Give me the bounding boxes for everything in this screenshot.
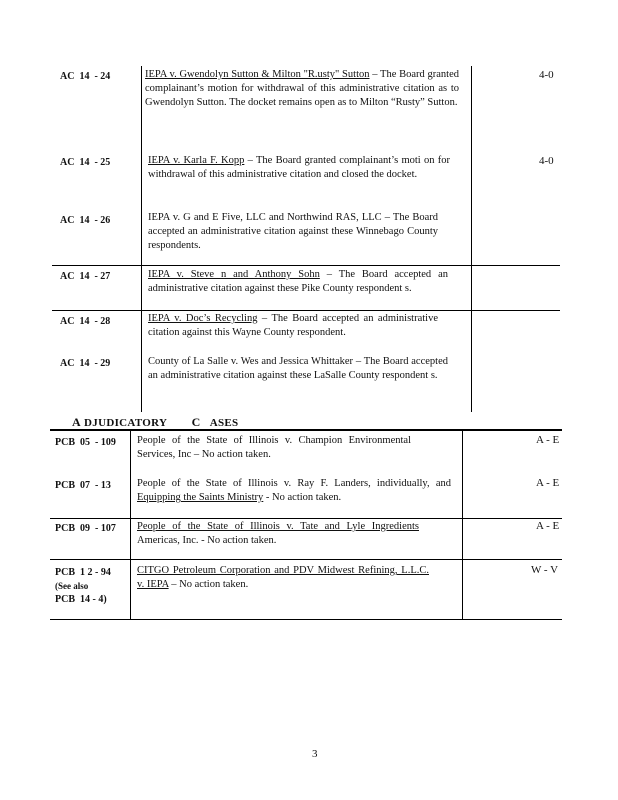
case-description: IEPA v. Karla F. Kopp – The Board granted complainant’s moti on for withdrawal of this administrative citation and closed the docket.	[148, 155, 450, 180]
case-number: PCB 09 - 107	[55, 523, 116, 534]
case-description: People of the State of Illinois v. Tate and Lyle Ingredients Americas, Inc. - No action taken.	[137, 521, 419, 546]
vote-result: W - V	[531, 564, 559, 576]
case-note: PCB 14 - 4)	[55, 594, 107, 605]
ac-row-divider	[52, 265, 560, 266]
vote-result: 4-0	[539, 155, 554, 167]
ac-table-left-rule	[141, 66, 142, 412]
vote-result: 4-0	[539, 69, 554, 81]
case-description: People of the State of Illinois v. Ray F. Landers, individually, and Equipping the Saints Ministry - No action taken.	[137, 478, 451, 503]
case-number: AC 14 - 24	[60, 71, 111, 82]
case-number: PCB 05 - 109	[55, 437, 116, 448]
case-number: AC 14 - 25	[60, 157, 111, 168]
case-title-link[interactable]: IEPA v. Steve n and Anthony Sohn	[148, 269, 320, 280]
case-title-link[interactable]: IEPA v. Karla F. Kopp	[148, 155, 245, 166]
vote-result: A - E	[536, 477, 560, 489]
case-number: AC 14 - 28	[60, 316, 111, 327]
section-heading-rule	[50, 429, 562, 431]
case-description: IEPA v. Doc’s Recycling – The Board accepted an administrative citation against this Wayne County respondent.	[148, 313, 438, 338]
case-title-link[interactable]: IEPA v. Doc’s Recycling	[148, 313, 258, 324]
case-number: AC 14 - 29	[60, 358, 111, 369]
case-description: IEPA v. G and E Five, LLC and Northwind RAS, LLC – The Board accepted an administrative citation against these Winnebago County respondents.	[148, 212, 438, 251]
section-heading: A DJUDICATORY C ASES	[72, 415, 239, 429]
adj-row-divider	[50, 518, 562, 519]
case-number: AC 14 - 26	[60, 215, 111, 226]
ac-table-right-rule	[471, 66, 472, 412]
case-description: CITGO Petroleum Corporation and PDV Midwest Refining, L.L.C. v. IEPA – No action taken.	[137, 565, 429, 590]
adj-row-divider	[50, 559, 562, 560]
case-note: (See also	[55, 581, 89, 591]
case-description: People of the State of Illinois v. Champion Environmental Services, Inc – No action taken.	[137, 435, 411, 460]
page-number: 3	[312, 748, 318, 760]
case-description: IEPA v. Gwendolyn Sutton & Milton "R.usty" Sutton – The Board granted complainant’s motion for withdrawal of this administrative citation as to Gwendolyn Sutton. The docket remains open as to Milton “Rusty” Sutton.	[145, 69, 459, 108]
case-description: IEPA v. Steve n and Anthony Sohn – The Board accepted an administrative citation against these Pike County respondent s.	[148, 269, 448, 294]
case-number: PCB 07 - 13	[55, 480, 111, 491]
vote-result: A - E	[536, 434, 560, 446]
case-title-link[interactable]: Equipping the Saints Ministry	[137, 492, 264, 503]
case-title-link[interactable]: People of the State of Illinois v. Tate and Lyle Ingredients	[137, 521, 419, 532]
case-number: AC 14 - 27	[60, 271, 111, 282]
adj-table-left-rule	[130, 431, 131, 620]
case-number: PCB 1 2 - 94	[55, 567, 111, 578]
adj-table-bottom-rule	[50, 619, 562, 620]
case-description: County of La Salle v. Wes and Jessica Whittaker – The Board accepted an administrative citation against these LaSalle County respondent s.	[148, 356, 448, 381]
case-title-link[interactable]: IEPA v. Gwendolyn Sutton & Milton "R.usty" Sutton	[145, 69, 370, 80]
adj-table-right-rule	[462, 431, 463, 620]
case-title-link[interactable]: CITGO Petroleum Corporation and PDV Midwest Refining, L.L.C. v. IEPA	[137, 565, 429, 590]
ac-row-divider	[52, 310, 560, 311]
vote-result: A - E	[536, 520, 560, 532]
